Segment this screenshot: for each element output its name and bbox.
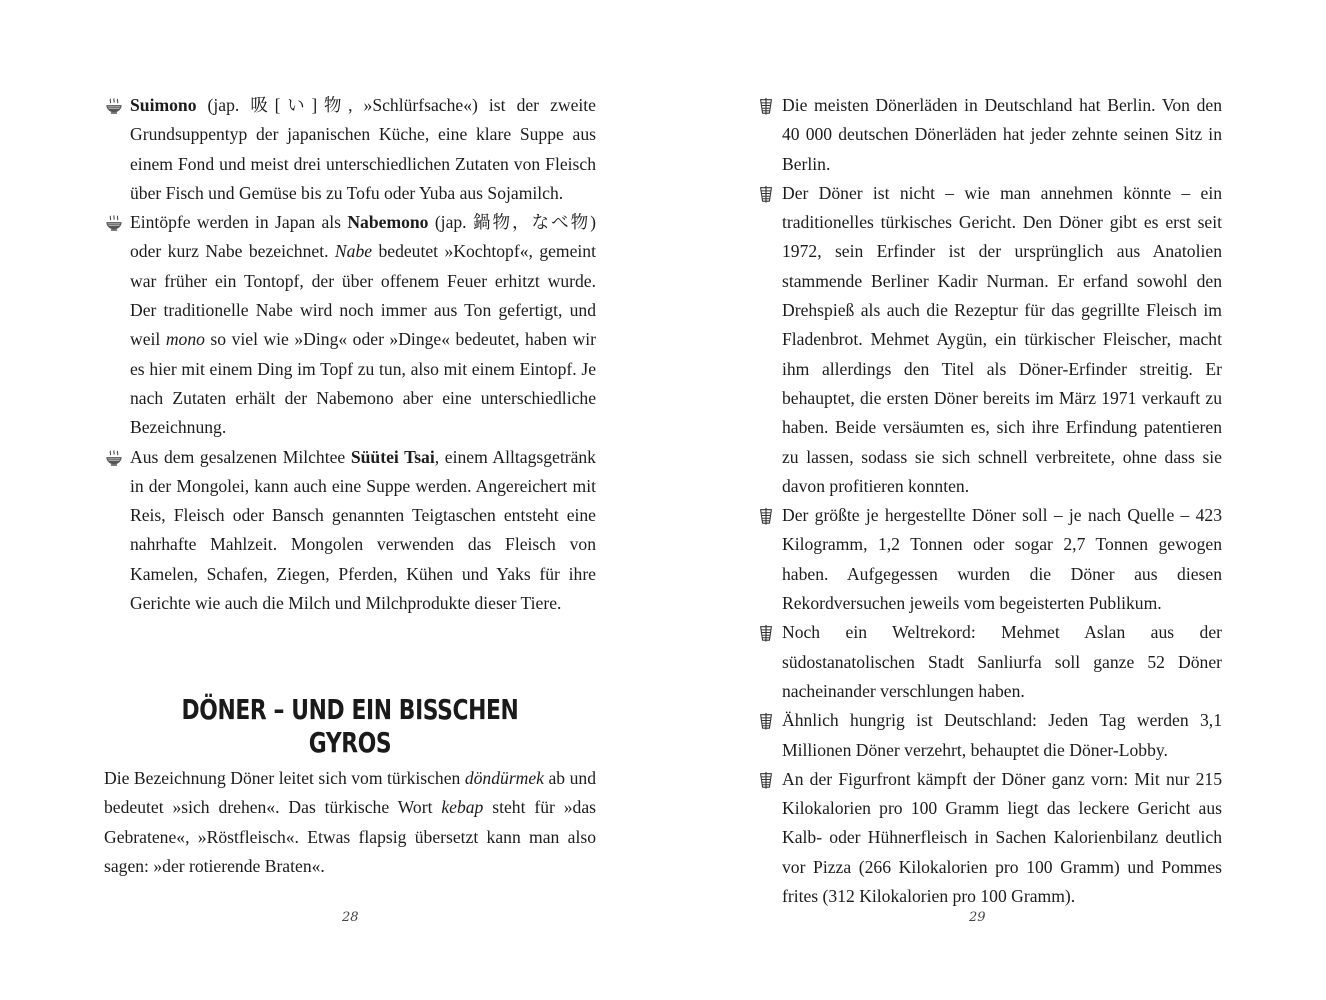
bowl-icon (105, 97, 123, 115)
text-run: Eintöpfe werden in Japan als (130, 212, 348, 233)
right-page (663, 0, 1326, 1000)
italic-term: döndürmek (464, 768, 544, 788)
intro-paragraph (104, 764, 596, 881)
text-run: Ähnlich hungrig ist Deutschland: Jeden Tag werden 3,1 Millionen Döner verzehrt, behauptet die Döner-Lobby. (782, 710, 1222, 760)
text-run: Der größte je hergestellte Döner soll – je nach Quelle – 423 Kilogramm, 1,2 Tonnen oder sogar 2,7 Tonnen gewogen haben. Aufgegessen wurden die Döner aus diesen Rekordversuchen jeweils vom begeisterten Publikum. (782, 505, 1222, 614)
list-item (104, 208, 596, 442)
text-run: steht für »das Gebratene«, »Röstfleisch«. Etwas flapsig übersetzt kann man also sagen: »der rotierende Braten«. (104, 797, 596, 876)
doner-icon (757, 185, 775, 203)
doner-icon (757, 507, 775, 525)
italic-term: kebap (441, 797, 484, 818)
list-item (104, 443, 596, 619)
text-run: An der Figurfront kämpft der Döner ganz vorn: Mit nur 215 Kilokalorien pro 100 Gramm liegt das leckere Gericht aus Kalb- oder Hühnerfleisch in Sachen Kalorienbilanz deutlich vor Pizza (266 Kilokalorien pro 100 Gramm) und Pommes frites (312 Kilokalorien pro 100 Gramm). (782, 768, 1222, 907)
page-number-left: 28 (342, 910, 359, 925)
list-item (756, 501, 1222, 618)
text-run: ab und bedeutet »sich drehen«. Das türkische Wort (104, 768, 596, 818)
list-item (756, 91, 1222, 179)
doner-icon (757, 97, 775, 115)
right-bullet-list (756, 91, 1222, 911)
italic-term: Nabe (334, 241, 373, 262)
bowl-icon (105, 214, 123, 232)
list-item (756, 706, 1222, 765)
italic-term: mono (165, 329, 205, 350)
text-run: , einem Alltagsgetränk in der Mongolei, kann auch eine Suppe werden. Angereichert mit Reis, Fleisch oder Bansch genannten Teigtaschen entsteht eine nahrhafte Mahlzeit. Mongolen verwenden das Fleisch von Kamelen, Schafen, Ziegen, Pferden, Kühen und Yaks für ihre Gerichte wie auch die Milch und Milchprodukte dieser Tiere. (130, 446, 596, 614)
page-number-right: 29 (969, 910, 986, 925)
doner-icon (757, 624, 775, 642)
left-bullet-list (104, 91, 596, 618)
text-run: Noch ein Weltrekord: Mehmet Aslan aus der südostanatolischen Stadt Sanliurfa soll ganze 52 Döner nacheinander verschlungen haben. (782, 622, 1222, 701)
text-run: Die Bezeichnung Döner leitet sich vom türkischen (104, 768, 465, 788)
bold-term: Suimono (130, 95, 197, 115)
bold-term: Nabemono (347, 212, 429, 233)
text-run: so viel wie »Ding« oder »Dinge« bedeutet, haben wir es hier mit einem Ding im Topf zu tun, also mit einem Eintopf. Je nach Zutaten erhält der Nabemono aber eine unterschiedliche Bezeichnung. (130, 329, 596, 438)
list-item (104, 91, 596, 208)
list-item (756, 765, 1222, 911)
section-heading: DÖNER – UND EIN BISSCHEN GYROS (181, 693, 519, 759)
text-run: (jap. 吸[い]物, »Schlürfsache«) ist der zweite Grundsuppentyp der japanischen Küche, eine klare Suppe aus einem Fond und meist drei unterschiedlichen Zutaten von Fleisch über Fisch und Gemüse bis zu Tofu oder Yuba aus Sojamilch. (130, 95, 596, 203)
list-item (756, 179, 1222, 501)
text-run: Die meisten Dönerläden in Deutschland hat Berlin. Von den 40 000 deutschen Dönerläden hat jeder zehnte seinen Sitz in Berlin. (782, 95, 1222, 174)
text-run: (jap. 鍋物，なべ物) oder kurz Nabe bezeichnet. (130, 212, 596, 262)
text-run: Der Döner ist nicht – wie man annehmen könnte – ein traditionelles türkisches Gericht. Den Döner gibt es erst seit 1972, sein Erfinder ist der ursprünglich aus Anatolien stammende Berliner Kadir Nurman. Er erfand sowohl den Drehspieß als auch die Rezeptur für das gegrillte Fleisch im Fladenbrot. Mehmet Aygün, ein türkischer Fleischer, macht ihm allerdings den Titel als Döner-Erfinder streitig. Er behauptet, die ersten Döner bereits im März 1971 verkauft zu haben. Beide versäumten es, sich ihre Erfindung patentieren zu lassen, sodass sie sich schnell verbreitete, ohne dass sie davon profitieren konnten. (782, 182, 1222, 496)
doner-icon (757, 712, 775, 730)
list-item (756, 618, 1222, 706)
bold-term: Süütei Tsai (350, 446, 435, 467)
bowl-icon (105, 449, 123, 467)
doner-icon (757, 771, 775, 789)
text-run: Aus dem gesalzenen Milchtee (130, 446, 351, 467)
text-run: bedeutet »Kochtopf«, gemeint war früher ein Tontopf, der über offenem Feuer erhitzt wurde. Der traditionelle Nabe wird noch immer aus Ton gefertigt, und weil (130, 241, 596, 350)
